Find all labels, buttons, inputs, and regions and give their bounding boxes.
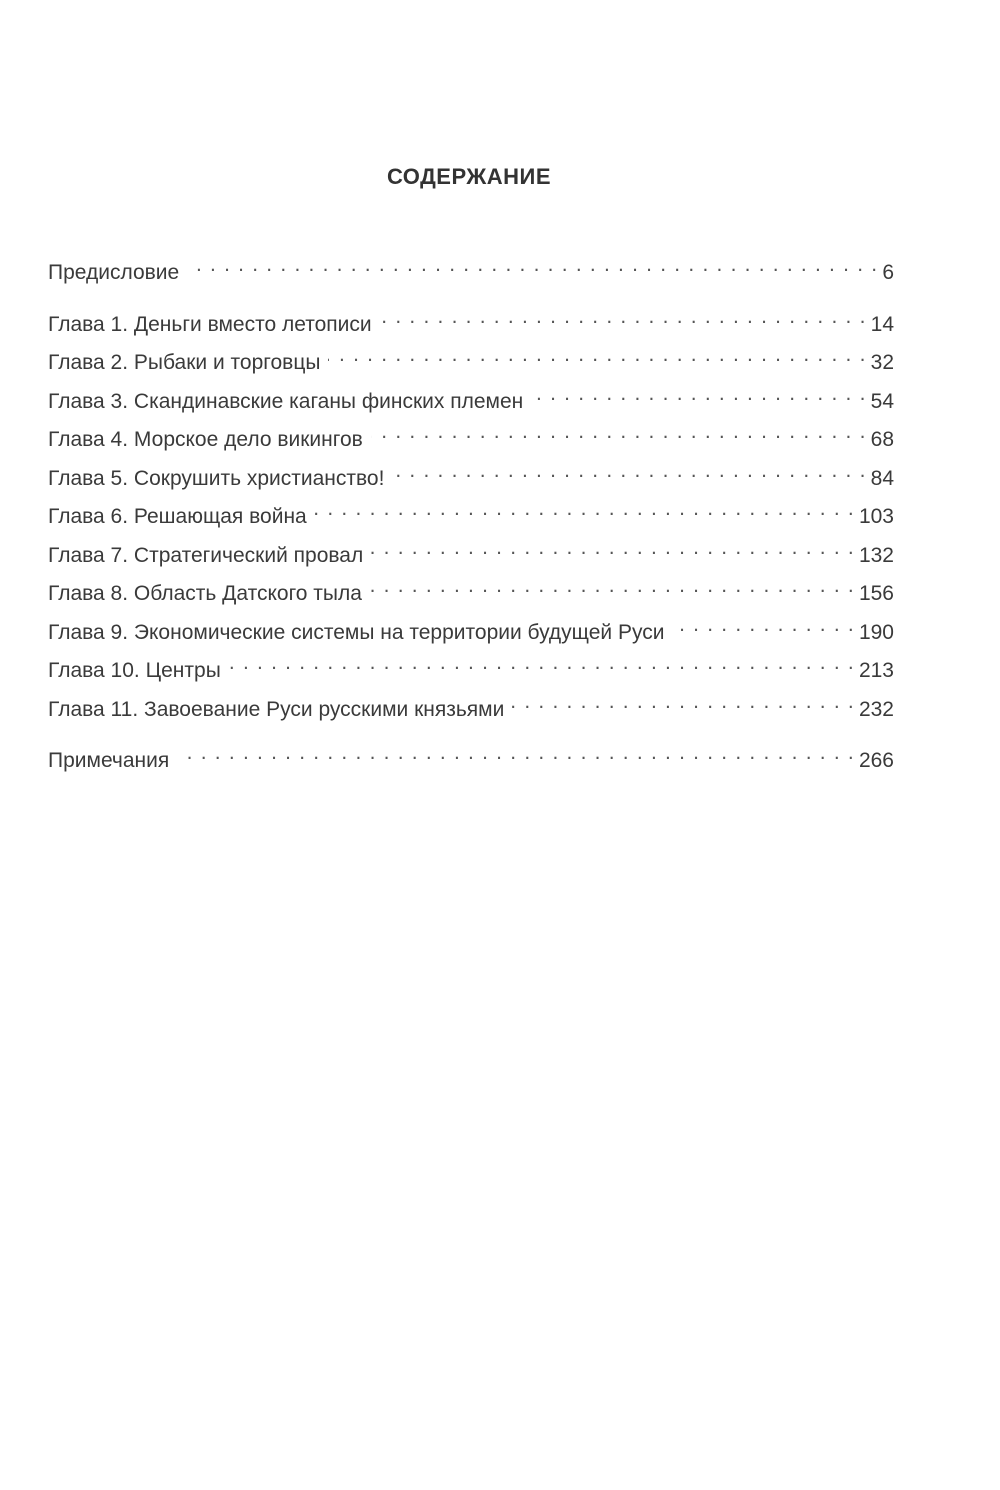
- dot-leader: [229, 656, 855, 677]
- dot-leader: [392, 464, 866, 485]
- page-title: СОДЕРЖАНИЕ: [386, 164, 552, 189]
- toc-entry-label: Глава 8. Область Датского тыла: [48, 582, 362, 605]
- toc-entry-page: 266: [858, 749, 894, 772]
- dot-leader: [328, 348, 866, 369]
- toc-entry-page: 54: [870, 389, 894, 413]
- toc-entry-label: Глава 9. Экономические системы на территории будущей Руси: [48, 620, 665, 644]
- toc-entry-chapter-2[interactable]: [48, 348, 894, 387]
- toc-entry-chapter-7[interactable]: [48, 541, 894, 580]
- toc-entry-label: Глава 3. Скандинавские каганы финских племен: [48, 389, 524, 413]
- toc-entry-page: 68: [870, 428, 894, 451]
- toc-entry-page: 84: [870, 466, 894, 490]
- toc-entry-page: 156: [858, 582, 894, 605]
- toc-entry-label: Глава 11. Завоевание Руси русскими князьями: [48, 697, 505, 721]
- toc-entry-page: 6: [882, 261, 894, 284]
- toc-entry-chapter-10[interactable]: [48, 656, 894, 695]
- toc-entry-label: Глава 5. Сокрушить христианство!: [48, 466, 385, 490]
- toc-entry-page: 103: [858, 505, 894, 528]
- dot-leader: [177, 746, 855, 767]
- toc-entry-page: 32: [870, 351, 894, 374]
- toc-entry-notes[interactable]: [48, 746, 894, 785]
- toc-entry-chapter-5[interactable]: [48, 464, 894, 503]
- toc-entry-page: 190: [858, 620, 894, 644]
- dot-leader: [512, 695, 855, 716]
- dot-leader: [370, 579, 855, 600]
- toc-entry-chapter-8[interactable]: [48, 579, 894, 618]
- dot-leader: [672, 618, 854, 639]
- toc-entry-chapter-11[interactable]: [48, 695, 894, 734]
- toc-entry-page: 132: [858, 543, 894, 567]
- toc-entry-label: Глава 7. Стратегический провал: [48, 543, 364, 567]
- toc-entry-preface[interactable]: [48, 258, 894, 297]
- toc-entry-label: Глава 4. Морское дело викингов: [48, 428, 363, 451]
- dot-leader: [380, 310, 867, 331]
- dot-leader: [315, 502, 855, 523]
- toc-entry-chapter-4[interactable]: [48, 425, 894, 464]
- toc-entry-page: 213: [858, 659, 894, 682]
- toc-entry-page: 232: [858, 697, 894, 721]
- toc-entry-label: Глава 2. Рыбаки и торговцы: [48, 351, 321, 374]
- table-of-contents: [48, 258, 894, 785]
- dot-leader: [371, 541, 855, 562]
- toc-entry-chapter-6[interactable]: [48, 502, 894, 541]
- toc-entry-label: Глава 6. Решающая война: [48, 505, 307, 528]
- toc-entry-label: Примечания: [48, 749, 170, 772]
- toc-entry-chapter-3[interactable]: [48, 387, 894, 426]
- dot-leader: [187, 258, 878, 279]
- dot-leader: [531, 387, 866, 408]
- dot-leader: [371, 425, 867, 446]
- toc-entry-label: Глава 10. Центры: [48, 659, 221, 682]
- toc-entry-label: Глава 1. Деньги вместо летописи: [48, 312, 372, 336]
- toc-entry-page: 14: [870, 312, 894, 336]
- toc-entry-chapter-9[interactable]: [48, 618, 894, 657]
- toc-entry-chapter-1[interactable]: [48, 310, 894, 349]
- toc-entry-label: Предисловие: [48, 261, 180, 284]
